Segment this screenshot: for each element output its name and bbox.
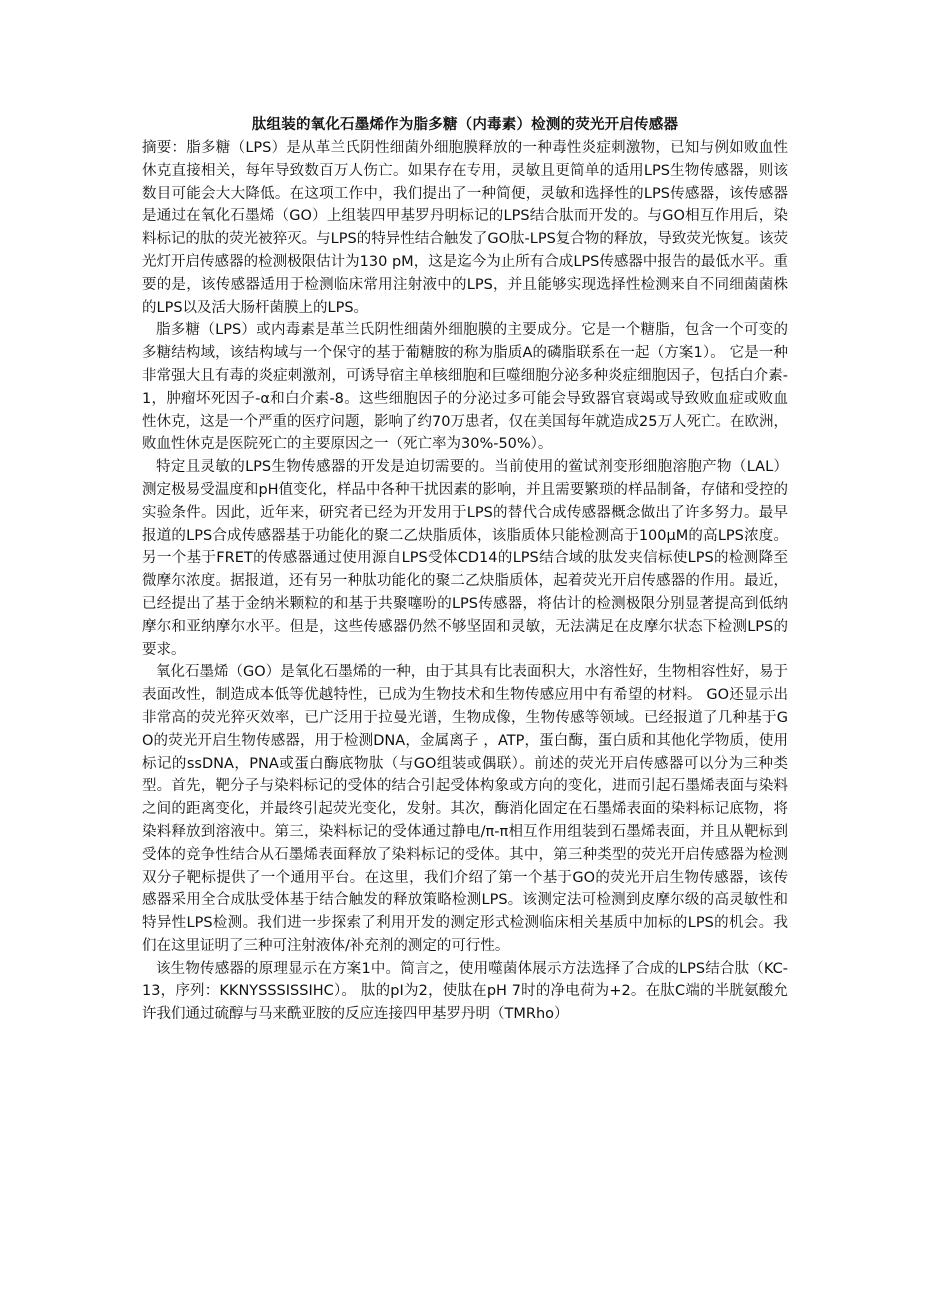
- body-paragraph: 氧化石墨烯（GO）是氧化石墨烯的一种，由于其具有比表面积大，水溶性好，生物相容性好，易于表面改性，制造成本低等优越特性，已成为生物技术和生物传感应用中有希望的材料。 GO还显示出非常高的荧光猝灭效率，已广泛用于拉曼光谱，生物成像，生物传感等领域。已经报道了几种基于GO的荧光开启生物传感器，用于检测DNA，金属离子 ，ATP，蛋白酶，蛋白质和其他化学物质，使用标记的ssDNA，PNA或蛋白酶底物肽（与GO组装或偶联）。前述的荧光开启传感器可以分为三种类型。首先，靶分子与染料标记的受体的结合引起受体构象或方向的变化，进而引起石墨烯表面与染料之间的距离变化，并最终引起荧光变化，发射。其次，酶消化固定在石墨烯表面的染料标记底物，将染料释放到溶液中。第三，染料标记的受体通过静电/π-π相互作用组装到石墨烯表面，并且从靶标到受体的竞争性结合从石墨烯表面释放了染料标记的受体。其中，第三种类型的荧光开启传感器为检测双分子靶标提供了一个通用平台。在这里，我们介绍了第一个基于GO的荧光开启生物传感器，该传感器采用全合成肽受体基于结合触发的释放策略检测LPS。该测定法可检测到皮摩尔级的高灵敏性和特异性LPS检测。我们进一步探索了利用开发的测定形式检测临床相关基质中加标的LPS的机会。我们在这里证明了三种可注射液体/补充剂的测定的可行性。: [142, 664, 788, 954]
- document-title: 肽组装的氧化石墨烯作为脂多糖（内毒素）检测的荧光开启传感器: [251, 117, 679, 133]
- abstract-paragraph: 摘要：脂多糖（LPS）是从革兰氏阴性细菌外细胞膜释放的一种毒性炎症刺激物，已知与例如败血性休克直接相关，每年导致数百万人伤亡。如果存在专用，灵敏且更简单的适用LPS生物传感器，则该数目可能会大大降低。在这项工作中，我们提出了一种简便，灵敏和选择性的LPS传感器，该传感器是通过在氧化石墨烯（GO）上组装四甲基罗丹明标记的LPS结合肽而开发的。与GO相互作用后，染料标记的肽的荧光被猝灭。与LPS的特异性结合触发了GO肽-LPS复合物的释放，导致荧光恢复。该荧光灯开启传感器的检测极限估计为130 pM，这是迄今为止所有合成LPS传感器中报告的最低水平。重要的是，该传感器适用于检测临床常用注射液中的LPS，并且能够实现选择性检测来自不同细菌菌株的LPS以及活大肠杆菌膜上的LPS。: [142, 140, 788, 316]
- body-paragraph: 脂多糖（LPS）或内毒素是革兰氏阴性细菌外细胞膜的主要成分。它是一个糖脂，包含一个可变的多糖结构域，该结构域与一个保守的基于葡糖胺的称为脂质A的磷脂联系在一起（方案1）。 它是一种非常强大且有毒的炎症刺激剂，可诱导宿主单核细胞和巨噬细胞分泌多种炎症细胞因子，包括白介素-1，肿瘤坏死因子-α和白介素-8。这些细胞因子的分泌过多可能会导致器官衰竭或导致败血症或败血性休克，这是一个严重的医疗问题，影响了约70万患者，仅在美国每年就造成25万人死亡。在欧洲，败血性休克是医院死亡的主要原因之一（死亡率为30%-50%）。: [142, 322, 788, 453]
- body-paragraph: 该生物传感器的原理显示在方案1中。简言之，使用噬菌体展示方法选择了合成的LPS结合肽（KC-13，序列：KKNYSSSISSIHC）。 肽的pI为2，使肽在pH 7时的净电荷为+2。在肽C端的半胱氨酸允许我们通过硫醇与马来酰亚胺的反应连接四甲基罗丹明（TMRho）: [142, 960, 788, 1023]
- body-paragraph: 特定且灵敏的LPS生物传感器的开发是迫切需要的。当前使用的鲎试剂变形细胞溶胞产物（LAL）测定极易受温度和pH值变化，样品中各种干扰因素的影响，并且需要繁琐的样品制备，存储和受控的实验条件。因此，近年来，研究者已经为开发用于LPS的替代合成传感器概念做出了许多努力。最早报道的LPS合成传感器基于功能化的聚二乙炔脂质体，该脂质体只能检测高于100μM的高LPS浓度。另一个基于FRET的传感器通过使用源自LPS受体CD14的LPS结合域的肽发夹信标使LPS的检测降至微摩尔浓度。据报道，还有另一种肽功能化的聚二乙炔脂质体，起着荧光开启传感器的作用。最近，已经提出了基于金纳米颗粒的和基于共聚噻吩的LPS传感器，将估计的检测极限分别显著提高到低纳摩尔和亚纳摩尔水平。但是，这些传感器仍然不够坚固和灵敏，无法满足在皮摩尔状态下检测LPS的要求。: [142, 459, 788, 658]
